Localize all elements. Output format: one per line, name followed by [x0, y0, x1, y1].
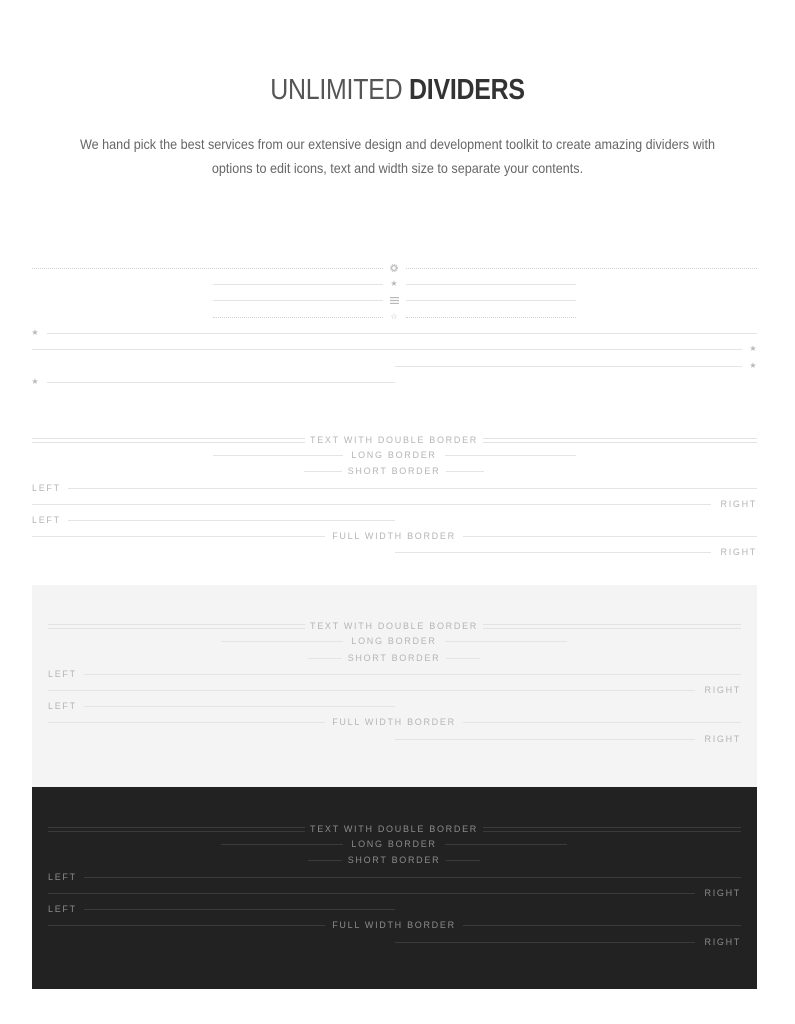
divider-line — [395, 739, 695, 740]
divider-line — [308, 860, 342, 861]
divider-line — [48, 925, 325, 926]
double-border-line — [483, 624, 741, 629]
star-icon: ★ — [31, 328, 39, 337]
double-border-label: TEXT WITH DOUBLE BORDER — [310, 435, 478, 445]
divider-line — [84, 674, 741, 675]
star-icon: ★ — [390, 279, 398, 288]
right-label: RIGHT — [704, 685, 741, 695]
divider-line — [221, 641, 343, 642]
left-label: LEFT — [48, 669, 77, 679]
divider-line — [406, 317, 576, 318]
divider-line — [213, 317, 383, 318]
divider-line — [395, 366, 742, 367]
left-label: LEFT — [32, 515, 61, 525]
star-icon: ★ — [749, 344, 757, 353]
divider-line — [445, 455, 576, 456]
divider-line — [463, 722, 741, 723]
divider-line — [68, 520, 395, 521]
divider-line — [48, 893, 695, 894]
title-bold: DIVIDERS — [409, 74, 525, 106]
right-label: RIGHT — [704, 734, 741, 744]
cog-icon — [387, 261, 401, 275]
double-border-line — [483, 827, 741, 832]
divider-line — [47, 382, 395, 383]
divider-line — [395, 942, 695, 943]
divider-line — [406, 300, 576, 301]
double-border-line — [48, 624, 305, 629]
long-border-label: LONG BORDER — [351, 450, 437, 460]
divider-line — [32, 349, 742, 350]
divider-line — [48, 690, 695, 691]
short-border-label: SHORT BORDER — [347, 855, 441, 865]
title-light: UNLIMITED — [270, 74, 403, 106]
left-label: LEFT — [48, 872, 77, 882]
dark-panel — [32, 787, 757, 989]
full-width-label: FULL WIDTH BORDER — [332, 531, 456, 541]
divider-line — [308, 658, 342, 659]
divider-line — [221, 844, 343, 845]
right-label: RIGHT — [720, 547, 757, 557]
double-border-line — [32, 438, 305, 443]
divider-line — [446, 658, 480, 659]
full-width-label: FULL WIDTH BORDER — [332, 717, 456, 727]
divider-line — [445, 844, 567, 845]
divider-line — [32, 504, 711, 505]
double-border-line — [48, 827, 305, 832]
divider-line — [446, 860, 480, 861]
section-description: We hand pick the best services from our extensive design and development toolkit to create amazing dividers with options to edit icons, text and width size to separate your contents. — [79, 136, 716, 176]
divider-line — [47, 333, 757, 334]
double-border-label: TEXT WITH DOUBLE BORDER — [310, 621, 478, 631]
divider-line — [213, 455, 343, 456]
divider-line — [68, 488, 757, 489]
double-border-line — [483, 438, 757, 443]
divider-line — [463, 536, 757, 537]
double-border-label: TEXT WITH DOUBLE BORDER — [310, 824, 478, 834]
full-width-label: FULL WIDTH BORDER — [332, 920, 456, 930]
divider-line — [395, 552, 711, 553]
divider-line — [84, 706, 395, 707]
short-border-label: SHORT BORDER — [347, 466, 441, 476]
divider-line — [32, 268, 383, 269]
divider-line — [32, 536, 325, 537]
divider-line — [446, 471, 484, 472]
star-outline-icon: ☆ — [390, 312, 398, 321]
divider-line — [406, 268, 757, 269]
short-border-label: SHORT BORDER — [347, 653, 441, 663]
divider-line — [84, 909, 395, 910]
long-border-label: LONG BORDER — [351, 636, 437, 646]
long-border-label: LONG BORDER — [351, 839, 437, 849]
star-icon: ★ — [749, 361, 757, 370]
left-label: LEFT — [32, 483, 61, 493]
divider-line — [213, 300, 383, 301]
left-label: LEFT — [48, 701, 77, 711]
divider-line — [84, 877, 741, 878]
divider-line — [304, 471, 342, 472]
right-label: RIGHT — [720, 499, 757, 509]
right-label: RIGHT — [704, 888, 741, 898]
divider-line — [445, 641, 567, 642]
divider-line — [48, 722, 325, 723]
divider-line — [406, 284, 576, 285]
right-label: RIGHT — [704, 937, 741, 947]
divider-line — [463, 925, 741, 926]
star-icon: ★ — [31, 377, 39, 386]
divider-line — [213, 284, 383, 285]
section-title — [56, 74, 740, 107]
light-panel — [32, 585, 757, 787]
left-label: LEFT — [48, 904, 77, 914]
bars-icon — [387, 293, 401, 307]
